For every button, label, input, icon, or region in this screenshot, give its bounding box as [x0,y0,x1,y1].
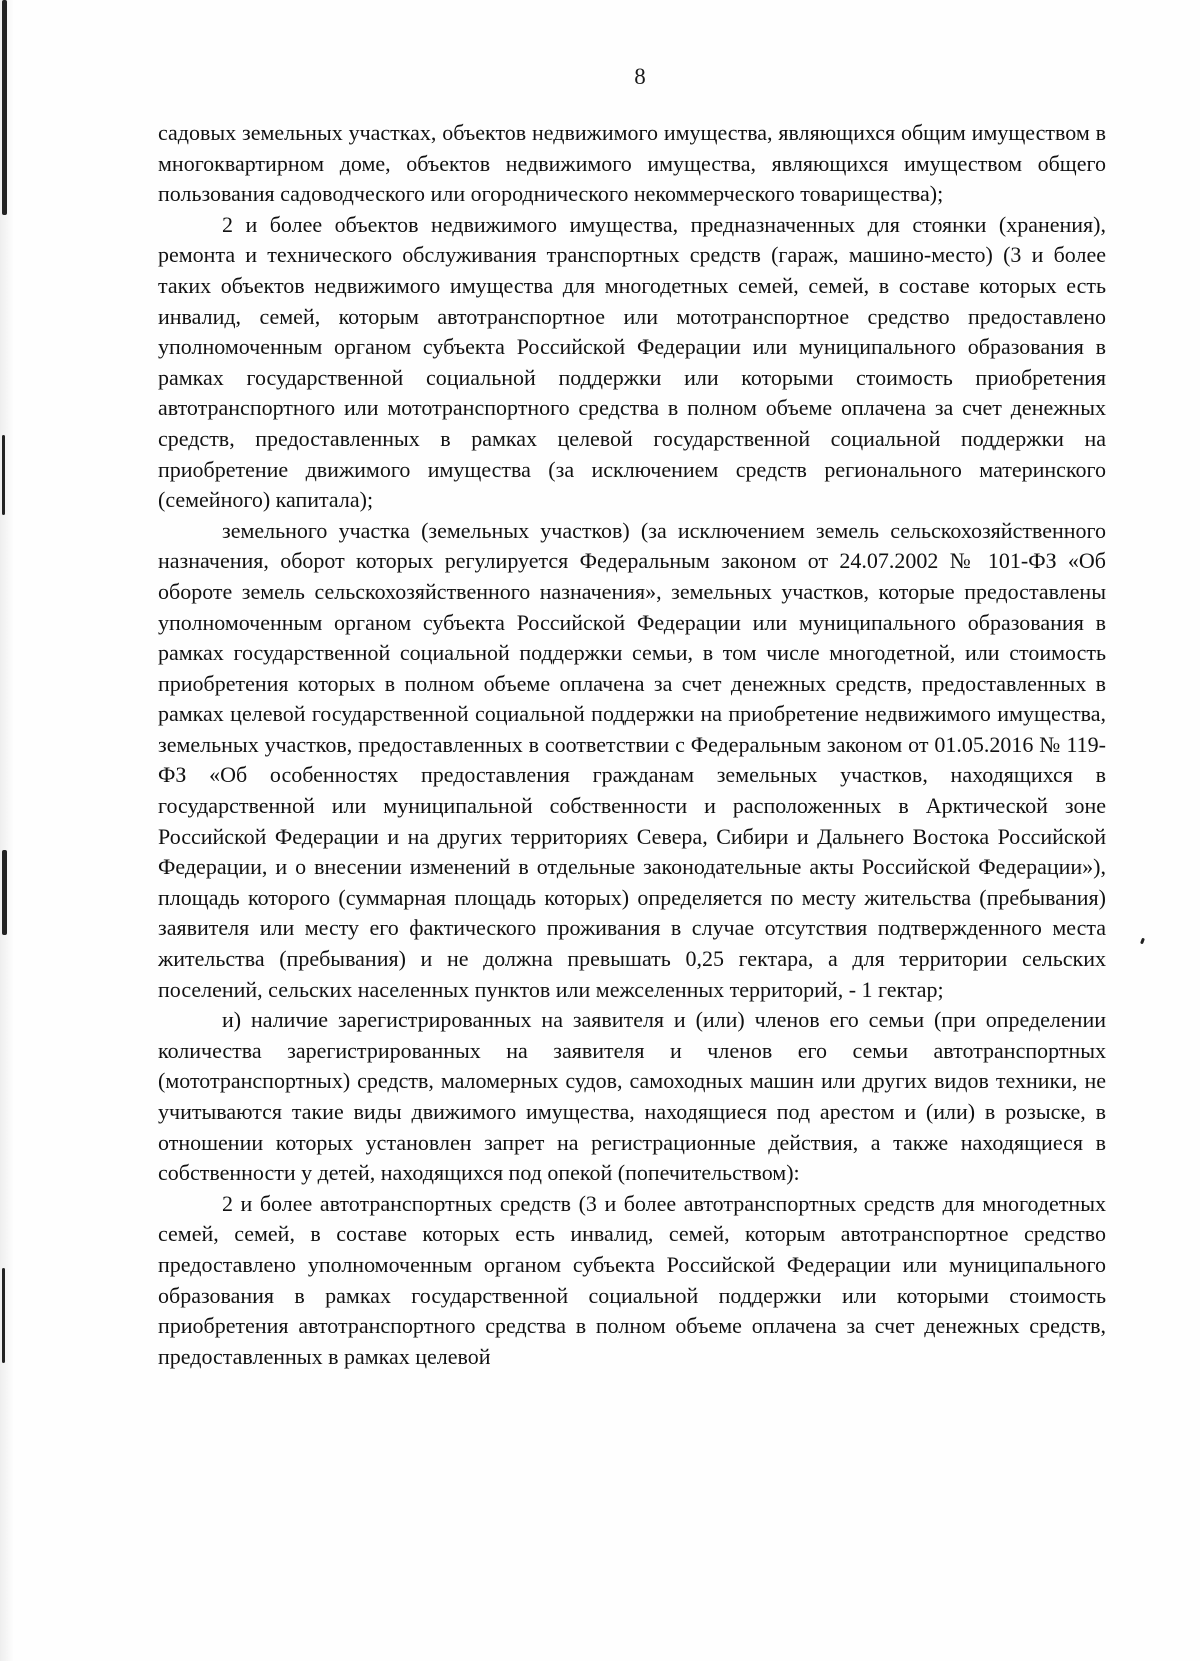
scan-speck [1140,938,1145,945]
document-body [158,118,1106,1372]
paragraph: 2 и более автотранспортных средств (3 и более автотранспортных средств для многодетных семей, семей, в составе которых есть инвалид, семей, которым автотранспортное средство предоставлено уполномоченным органом субъекта Российской Федерации или муниципального образования в рамках государственной социальной поддержки или которыми стоимость приобретения автотранспортного средства в полном объеме оплачена за счет денежных средств, предоставленных в рамках целевой [158,1190,1106,1369]
scan-edge-mark [2,850,7,935]
page-number: 8 [634,64,646,89]
scan-edge-mark [2,1268,5,1363]
paragraph: земельного участка (земельных участков) (за исключением земель сельскохозяйственного назначения, оборот которых регулируется Федеральным законом от 24.07.2002 № 101-ФЗ «Об обороте земель сельскохозяйственного назначения», земельных участков, которые предоставлены уполномоченным органом субъекта Российской Федерации или муниципального образования в рамках государственной социальной поддержки семьи, в том числе многодетной, или стоимость приобретения которых в полном объеме оплачена за счет денежных средств, предоставленных в рамках целевой государственной социальной поддержки на приобретение недвижимого имущества, земельных участков, предоставленных в соответствии с Федеральным законом от 01.05.2016 № 119-ФЗ «Об особенностях предоставления гражданам земельных участков, находящихся в государственной или муниципальной собственности и расположенных в Арктической зоне Российской Федерации и на других территориях Севера, Сибири и Дальнего Востока Российской Федерации, и о внесении изменений в отдельные законодательные акты Российской Федерации»), площадь которого (суммарная площадь которых) определяется по месту жительства (пребывания) заявителя или месту его фактического проживания в случае отсутствия подтвержденного места жительства (пребывания) и не должна превышать 0,25 гектара, а для территории сельских поселений, сельских населенных пунктов или межселенных территорий, - 1 гектар; [158,517,1106,1002]
paragraph: садовых земельных участках, объектов недвижимого имущества, являющихся общим имуществом в многоквартирном доме, объектов недвижимого имущества, являющихся имуществом общего пользования садоводческого или огороднического некоммерческого товарищества); [158,120,1106,207]
paragraph: 2 и более объектов недвижимого имущества, предназначенных для стоянки (хранения), ремонта и технического обслуживания транспортных средств (гараж, машино-место) (3 и более таких объектов недвижимого имущества для многодетных семей, семей, в составе которых есть инвалид, семей, которым автотранспортное или мототранспортное средство предоставлено уполномоченным органом субъекта Российской Федерации или муниципального образования в рамках государственной социальной поддержки или которыми стоимость приобретения автотранспортного или мототранспортного средства в полном объеме оплачена за счет денежных средств, предоставленных в рамках целевой государственной социальной поддержки на приобретение движимого имущества (за исключением средств регионального материнского (семейного) капитала); [158,211,1106,513]
scan-edge-mark [2,0,7,215]
scan-edge-mark [2,435,5,515]
paragraph: и) наличие зарегистрированных на заявителя и (или) членов его семьи (при определении количества зарегистрированных на заявителя и членов его семьи автотранспортных (мототранспортных) средств, маломерных судов, самоходных машин или других видов техники, не учитываются такие виды движимого имущества, находящиеся под арестом и (или) в розыске, в отношении которых установлен запрет на регистрационные действия, а также находящиеся в собственности у детей, находящихся под опекой (попечительством): [158,1007,1106,1186]
scan-edge-shadow [0,0,14,1661]
